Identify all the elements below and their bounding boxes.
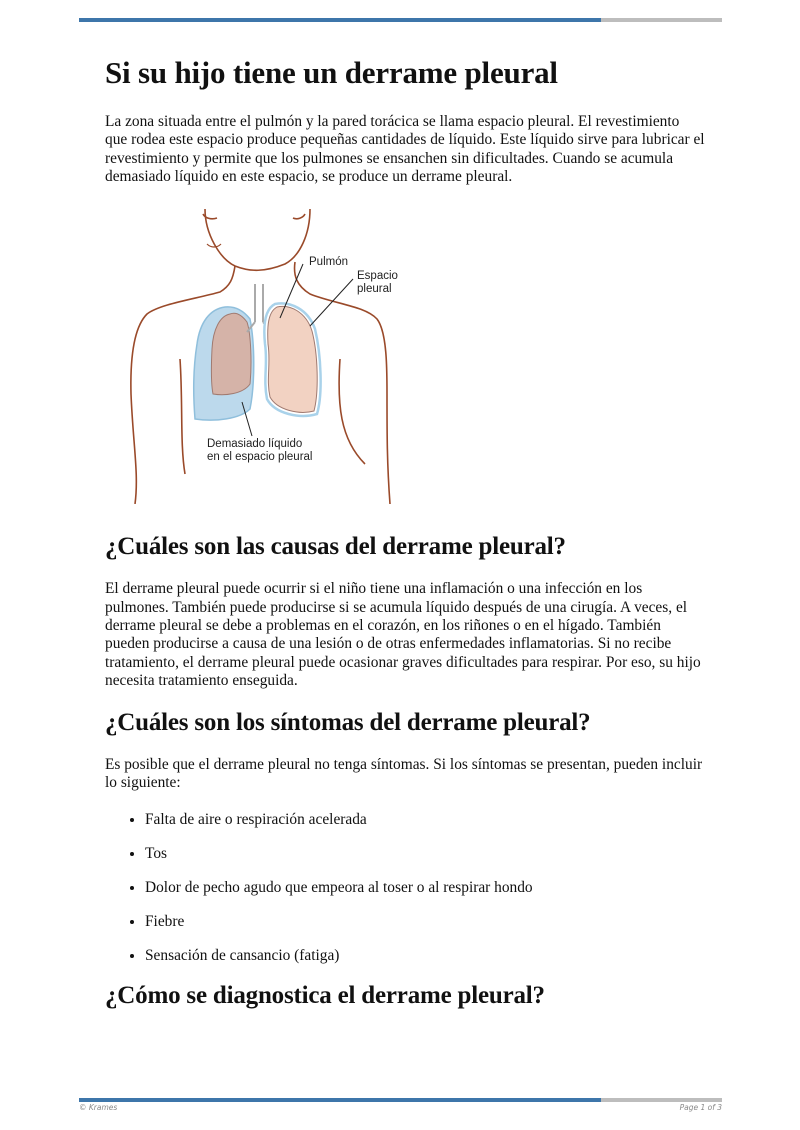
label-lung: Pulmón bbox=[309, 256, 348, 269]
section-heading-diagnosis: ¿Cómo se diagnostica el derrame pleural? bbox=[105, 981, 545, 1009]
footer-page-number: Page 1 of 3 bbox=[679, 1103, 722, 1112]
label-pleural-space-1: Espacio bbox=[357, 270, 398, 283]
list-item: • Falta de aire o respiración acelerada bbox=[145, 811, 705, 829]
intro-paragraph: La zona situada entre el pulmón y la pared torácica se llama espacio pleural. El revestimiento que rodea este espacio produce pequeñas cantidades de líquido. Este líquido sirve para lubricar el revestimiento y permite que los pulmones se ensanchen sin dificultades. Cuando se acumula demasiado líquido en este espacio, se produce un derrame pleural. bbox=[105, 113, 705, 186]
list-item: • Fiebre bbox=[145, 913, 705, 931]
section-body-symptoms: Es posible que el derrame pleural no tenga síntomas. Si los síntomas se presentan, pueden incluir lo siguiente: bbox=[105, 756, 703, 792]
footer-rule bbox=[79, 1098, 722, 1102]
list-item: • Sensación de cansancio (fatiga) bbox=[145, 947, 705, 965]
section-body-causes: El derrame pleural puede ocurrir si el niño tiene una inflamación o una infección en los pulmones. También puede producirse si se acumula líquido después de una cirugía. A veces, el derrame pleural se debe a problemas en el corazón, en los riñones o en el hígado. También pueden producirse a causa de una lesión o de otras enfermedades inflamatorias. Si no recibe tratamiento, el derrame pleural puede ocasionar graves dificultades para respirar. Por eso, su hijo necesita tratamiento enseguida. bbox=[105, 580, 701, 689]
footer-rule-rest bbox=[601, 1098, 722, 1102]
symptoms-list bbox=[105, 811, 705, 965]
label-fluid-2: en el espacio pleural bbox=[207, 451, 313, 464]
footer-copyright: © Krames bbox=[79, 1103, 118, 1112]
list-item: • Tos bbox=[145, 845, 705, 863]
label-fluid-1: Demasiado líquido bbox=[207, 438, 303, 451]
label-pleural-space-2: pleural bbox=[357, 283, 392, 296]
section-heading-symptoms: ¿Cuáles son los síntomas del derrame pleural? bbox=[105, 709, 591, 737]
left-lung bbox=[211, 314, 251, 395]
section-heading-causes: ¿Cuáles son las causas del derrame pleural? bbox=[105, 533, 566, 561]
document-body bbox=[105, 54, 705, 1029]
header-rule bbox=[79, 18, 722, 22]
header-rule-accent bbox=[79, 18, 601, 22]
list-item: • Dolor de pecho agudo que empeora al toser o al respirar hondo bbox=[145, 879, 705, 897]
lung-illustration bbox=[125, 204, 425, 504]
header-rule-rest bbox=[601, 18, 722, 22]
page-title: Si su hijo tiene un derrame pleural bbox=[105, 55, 558, 90]
footer-rule-accent bbox=[79, 1098, 601, 1102]
